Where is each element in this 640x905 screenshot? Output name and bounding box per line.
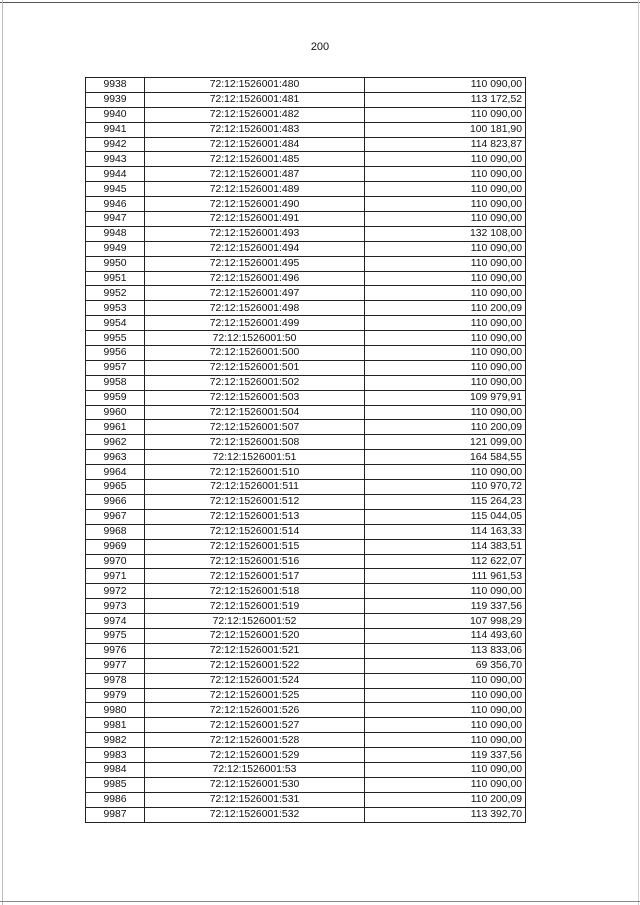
cadastral-number-cell: 72:12:1526001:522 bbox=[145, 658, 365, 673]
cadastral-value-cell: 69 356,70 bbox=[365, 658, 526, 673]
row-number-cell: 9968 bbox=[86, 524, 145, 539]
row-number-cell: 9965 bbox=[86, 480, 145, 495]
cadastral-number-cell: 72:12:1526001:498 bbox=[145, 301, 365, 316]
cadastral-value-table bbox=[85, 77, 526, 823]
cadastral-value-cell: 113 833,06 bbox=[365, 643, 526, 658]
cadastral-number-cell: 72:12:1526001:496 bbox=[145, 271, 365, 286]
row-number-cell: 9971 bbox=[86, 569, 145, 584]
table-row bbox=[86, 703, 526, 718]
table-row bbox=[86, 628, 526, 643]
cadastral-number-cell: 72:12:1526001:516 bbox=[145, 554, 365, 569]
row-number-cell: 9986 bbox=[86, 792, 145, 807]
cadastral-number-cell: 72:12:1526001:490 bbox=[145, 197, 365, 212]
cadastral-number-cell: 72:12:1526001:503 bbox=[145, 390, 365, 405]
table-row bbox=[86, 390, 526, 405]
cadastral-number-cell: 72:12:1526001:532 bbox=[145, 807, 365, 822]
row-number-cell: 9980 bbox=[86, 703, 145, 718]
row-number-cell: 9984 bbox=[86, 762, 145, 777]
table-row bbox=[86, 301, 526, 316]
cadastral-number-cell: 72:12:1526001:526 bbox=[145, 703, 365, 718]
row-number-cell: 9952 bbox=[86, 286, 145, 301]
row-number-cell: 9964 bbox=[86, 465, 145, 480]
cadastral-value-cell: 110 090,00 bbox=[365, 167, 526, 182]
cadastral-value-cell: 115 044,05 bbox=[365, 509, 526, 524]
row-number-cell: 9946 bbox=[86, 197, 145, 212]
cadastral-value-cell: 110 090,00 bbox=[365, 331, 526, 346]
row-number-cell: 9973 bbox=[86, 599, 145, 614]
table-row bbox=[86, 137, 526, 152]
row-number-cell: 9949 bbox=[86, 241, 145, 256]
cadastral-value-cell: 119 337,56 bbox=[365, 599, 526, 614]
row-number-cell: 9940 bbox=[86, 107, 145, 122]
cadastral-value-cell: 110 090,00 bbox=[365, 465, 526, 480]
cadastral-value-cell: 110 090,00 bbox=[365, 718, 526, 733]
cadastral-number-cell: 72:12:1526001:491 bbox=[145, 212, 365, 227]
cadastral-number-cell: 72:12:1526001:527 bbox=[145, 718, 365, 733]
table-row bbox=[86, 554, 526, 569]
cadastral-value-cell: 110 090,00 bbox=[365, 182, 526, 197]
table-row bbox=[86, 539, 526, 554]
cadastral-number-cell: 72:12:1526001:525 bbox=[145, 688, 365, 703]
table-row bbox=[86, 718, 526, 733]
cadastral-value-cell: 100 181,90 bbox=[365, 122, 526, 137]
table-row bbox=[86, 107, 526, 122]
cadastral-value-cell: 110 090,00 bbox=[365, 286, 526, 301]
table-row bbox=[86, 152, 526, 167]
table-row bbox=[86, 465, 526, 480]
cadastral-value-cell: 110 090,00 bbox=[365, 584, 526, 599]
cadastral-number-cell: 72:12:1526001:531 bbox=[145, 792, 365, 807]
cadastral-value-cell: 112 622,07 bbox=[365, 554, 526, 569]
cadastral-value-cell: 132 108,00 bbox=[365, 226, 526, 241]
table-row bbox=[86, 733, 526, 748]
table-row bbox=[86, 569, 526, 584]
row-number-cell: 9961 bbox=[86, 420, 145, 435]
cadastral-value-cell: 110 090,00 bbox=[365, 107, 526, 122]
row-number-cell: 9942 bbox=[86, 137, 145, 152]
cadastral-number-cell: 72:12:1526001:494 bbox=[145, 241, 365, 256]
table-row bbox=[86, 420, 526, 435]
scan-left-border bbox=[2, 0, 3, 905]
table-row bbox=[86, 807, 526, 822]
row-number-cell: 9954 bbox=[86, 316, 145, 331]
cadastral-number-cell: 72:12:1526001:480 bbox=[145, 78, 365, 93]
row-number-cell: 9959 bbox=[86, 390, 145, 405]
table-row bbox=[86, 271, 526, 286]
cadastral-value-cell: 110 200,09 bbox=[365, 420, 526, 435]
row-number-cell: 9967 bbox=[86, 509, 145, 524]
cadastral-value-cell: 110 090,00 bbox=[365, 688, 526, 703]
row-number-cell: 9972 bbox=[86, 584, 145, 599]
cadastral-number-cell: 72:12:1526001:484 bbox=[145, 137, 365, 152]
cadastral-value-cell: 110 090,00 bbox=[365, 316, 526, 331]
table-row bbox=[86, 435, 526, 450]
cadastral-value-cell: 110 970,72 bbox=[365, 480, 526, 495]
table-row bbox=[86, 197, 526, 212]
row-number-cell: 9978 bbox=[86, 673, 145, 688]
table-row bbox=[86, 599, 526, 614]
table-row bbox=[86, 78, 526, 93]
cadastral-number-cell: 72:12:1526001:495 bbox=[145, 256, 365, 271]
table-row bbox=[86, 450, 526, 465]
row-number-cell: 9948 bbox=[86, 226, 145, 241]
table-row bbox=[86, 375, 526, 390]
cadastral-value-cell: 110 090,00 bbox=[365, 762, 526, 777]
table-row bbox=[86, 212, 526, 227]
row-number-cell: 9976 bbox=[86, 643, 145, 658]
cadastral-number-cell: 72:12:1526001:508 bbox=[145, 435, 365, 450]
cadastral-number-cell: 72:12:1526001:519 bbox=[145, 599, 365, 614]
cadastral-value-cell: 110 090,00 bbox=[365, 375, 526, 390]
table-row bbox=[86, 524, 526, 539]
row-number-cell: 9955 bbox=[86, 331, 145, 346]
row-number-cell: 9982 bbox=[86, 733, 145, 748]
row-number-cell: 9974 bbox=[86, 614, 145, 629]
table-row bbox=[86, 688, 526, 703]
table-row bbox=[86, 658, 526, 673]
cadastral-number-cell: 72:12:1526001:512 bbox=[145, 494, 365, 509]
row-number-cell: 9956 bbox=[86, 346, 145, 361]
table-row bbox=[86, 614, 526, 629]
cadastral-value-cell: 114 493,60 bbox=[365, 628, 526, 643]
cadastral-value-cell: 110 090,00 bbox=[365, 405, 526, 420]
cadastral-number-cell: 72:12:1526001:497 bbox=[145, 286, 365, 301]
cadastral-value-cell: 110 090,00 bbox=[365, 212, 526, 227]
row-number-cell: 9985 bbox=[86, 777, 145, 792]
table-row bbox=[86, 405, 526, 420]
cadastral-number-cell: 72:12:1526001:52 bbox=[145, 614, 365, 629]
page-number: 200 bbox=[310, 41, 330, 53]
row-number-cell: 9962 bbox=[86, 435, 145, 450]
table-row bbox=[86, 643, 526, 658]
row-number-cell: 9938 bbox=[86, 78, 145, 93]
table-row bbox=[86, 792, 526, 807]
row-number-cell: 9977 bbox=[86, 658, 145, 673]
cadastral-number-cell: 72:12:1526001:504 bbox=[145, 405, 365, 420]
cadastral-value-cell: 110 090,00 bbox=[365, 197, 526, 212]
cadastral-number-cell: 72:12:1526001:489 bbox=[145, 182, 365, 197]
table-row bbox=[86, 584, 526, 599]
cadastral-value-cell: 110 200,09 bbox=[365, 792, 526, 807]
table-row bbox=[86, 167, 526, 182]
cadastral-value-cell: 110 090,00 bbox=[365, 733, 526, 748]
cadastral-number-cell: 72:12:1526001:530 bbox=[145, 777, 365, 792]
cadastral-number-cell: 72:12:1526001:483 bbox=[145, 122, 365, 137]
table-row bbox=[86, 241, 526, 256]
cadastral-number-cell: 72:12:1526001:499 bbox=[145, 316, 365, 331]
cadastral-value-cell: 119 337,56 bbox=[365, 748, 526, 763]
table-row bbox=[86, 494, 526, 509]
cadastral-value-cell: 164 584,55 bbox=[365, 450, 526, 465]
cadastral-number-cell: 72:12:1526001:517 bbox=[145, 569, 365, 584]
row-number-cell: 9960 bbox=[86, 405, 145, 420]
cadastral-number-cell: 72:12:1526001:529 bbox=[145, 748, 365, 763]
table-row bbox=[86, 509, 526, 524]
row-number-cell: 9947 bbox=[86, 212, 145, 227]
table-row bbox=[86, 256, 526, 271]
row-number-cell: 9943 bbox=[86, 152, 145, 167]
cadastral-number-cell: 72:12:1526001:51 bbox=[145, 450, 365, 465]
cadastral-number-cell: 72:12:1526001:515 bbox=[145, 539, 365, 554]
table-row bbox=[86, 777, 526, 792]
cadastral-number-cell: 72:12:1526001:510 bbox=[145, 465, 365, 480]
cadastral-value-cell: 113 172,52 bbox=[365, 92, 526, 107]
row-number-cell: 9963 bbox=[86, 450, 145, 465]
cadastral-number-cell: 72:12:1526001:511 bbox=[145, 480, 365, 495]
table-row bbox=[86, 762, 526, 777]
cadastral-number-cell: 72:12:1526001:507 bbox=[145, 420, 365, 435]
row-number-cell: 9957 bbox=[86, 360, 145, 375]
cadastral-number-cell: 72:12:1526001:481 bbox=[145, 92, 365, 107]
row-number-cell: 9951 bbox=[86, 271, 145, 286]
table-row bbox=[86, 226, 526, 241]
cadastral-number-cell: 72:12:1526001:528 bbox=[145, 733, 365, 748]
table-body bbox=[86, 78, 526, 823]
cadastral-value-cell: 110 090,00 bbox=[365, 346, 526, 361]
cadastral-number-cell: 72:12:1526001:513 bbox=[145, 509, 365, 524]
cadastral-value-cell: 115 264,23 bbox=[365, 494, 526, 509]
row-number-cell: 9987 bbox=[86, 807, 145, 822]
cadastral-number-cell: 72:12:1526001:485 bbox=[145, 152, 365, 167]
row-number-cell: 9981 bbox=[86, 718, 145, 733]
table-row bbox=[86, 92, 526, 107]
cadastral-value-cell: 121 099,00 bbox=[365, 435, 526, 450]
table-row bbox=[86, 182, 526, 197]
cadastral-value-cell: 109 979,91 bbox=[365, 390, 526, 405]
cadastral-value-cell: 110 090,00 bbox=[365, 256, 526, 271]
cadastral-number-cell: 72:12:1526001:514 bbox=[145, 524, 365, 539]
cadastral-value-cell: 110 090,00 bbox=[365, 360, 526, 375]
row-number-cell: 9979 bbox=[86, 688, 145, 703]
row-number-cell: 9958 bbox=[86, 375, 145, 390]
scan-right-border bbox=[638, 0, 639, 905]
row-number-cell: 9970 bbox=[86, 554, 145, 569]
cadastral-value-cell: 110 090,00 bbox=[365, 271, 526, 286]
table-row bbox=[86, 286, 526, 301]
cadastral-number-cell: 72:12:1526001:482 bbox=[145, 107, 365, 122]
cadastral-number-cell: 72:12:1526001:518 bbox=[145, 584, 365, 599]
cadastral-value-cell: 114 163,33 bbox=[365, 524, 526, 539]
cadastral-value-cell: 113 392,70 bbox=[365, 807, 526, 822]
cadastral-number-cell: 72:12:1526001:502 bbox=[145, 375, 365, 390]
row-number-cell: 9945 bbox=[86, 182, 145, 197]
cadastral-value-cell: 107 998,29 bbox=[365, 614, 526, 629]
cadastral-number-cell: 72:12:1526001:53 bbox=[145, 762, 365, 777]
table-row bbox=[86, 316, 526, 331]
cadastral-value-cell: 110 090,00 bbox=[365, 241, 526, 256]
cadastral-value-cell: 110 090,00 bbox=[365, 703, 526, 718]
row-number-cell: 9966 bbox=[86, 494, 145, 509]
cadastral-value-cell: 110 200,09 bbox=[365, 301, 526, 316]
table-row bbox=[86, 480, 526, 495]
row-number-cell: 9939 bbox=[86, 92, 145, 107]
cadastral-value-cell: 110 090,00 bbox=[365, 777, 526, 792]
table-row bbox=[86, 122, 526, 137]
cadastral-value-cell: 110 090,00 bbox=[365, 152, 526, 167]
row-number-cell: 9950 bbox=[86, 256, 145, 271]
cadastral-number-cell: 72:12:1526001:500 bbox=[145, 346, 365, 361]
cadastral-number-cell: 72:12:1526001:487 bbox=[145, 167, 365, 182]
table-row bbox=[86, 748, 526, 763]
cadastral-value-cell: 110 090,00 bbox=[365, 78, 526, 93]
row-number-cell: 9944 bbox=[86, 167, 145, 182]
table-row bbox=[86, 673, 526, 688]
cadastral-number-cell: 72:12:1526001:50 bbox=[145, 331, 365, 346]
cadastral-number-cell: 72:12:1526001:520 bbox=[145, 628, 365, 643]
cadastral-number-cell: 72:12:1526001:493 bbox=[145, 226, 365, 241]
row-number-cell: 9953 bbox=[86, 301, 145, 316]
table-row bbox=[86, 331, 526, 346]
cadastral-value-cell: 110 090,00 bbox=[365, 673, 526, 688]
cadastral-number-cell: 72:12:1526001:524 bbox=[145, 673, 365, 688]
cadastral-value-cell: 114 823,87 bbox=[365, 137, 526, 152]
row-number-cell: 9983 bbox=[86, 748, 145, 763]
table-row bbox=[86, 346, 526, 361]
row-number-cell: 9941 bbox=[86, 122, 145, 137]
cadastral-value-cell: 111 961,53 bbox=[365, 569, 526, 584]
scan-bottom-border bbox=[0, 901, 640, 902]
cadastral-value-cell: 114 383,51 bbox=[365, 539, 526, 554]
cadastral-number-cell: 72:12:1526001:501 bbox=[145, 360, 365, 375]
scan-top-border bbox=[0, 2, 640, 3]
cadastral-number-cell: 72:12:1526001:521 bbox=[145, 643, 365, 658]
table-row bbox=[86, 360, 526, 375]
row-number-cell: 9975 bbox=[86, 628, 145, 643]
row-number-cell: 9969 bbox=[86, 539, 145, 554]
